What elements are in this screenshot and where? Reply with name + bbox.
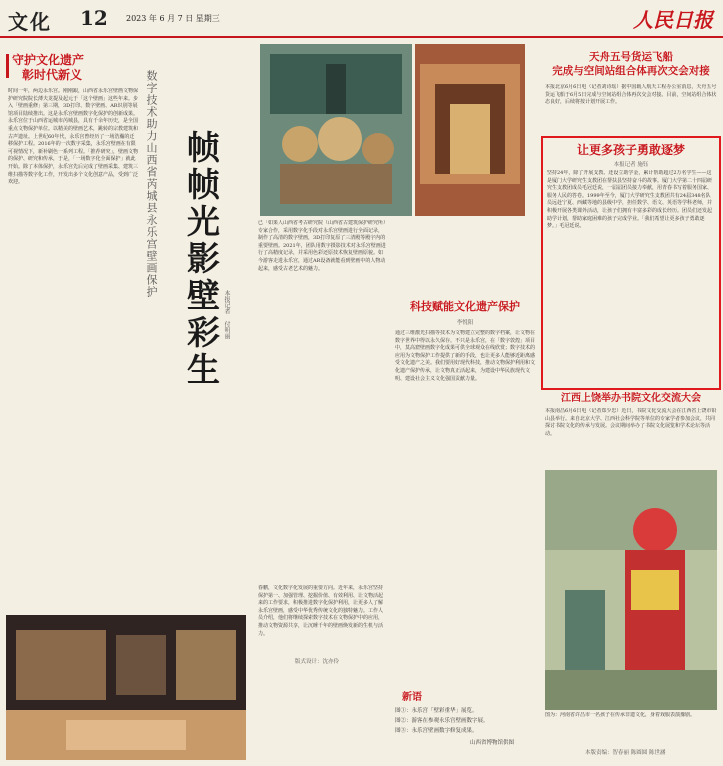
- layout-designer: 版式设计：沈亦伶: [295, 659, 340, 665]
- middle-article-body: 已「如果人山西省考古研究院（山西省古建筑保护研究所）专家合作，采用数字化手段对永乐宫壁画进行全面记录，制作了高清的数字壁画，3D打印复原了三清殿等殿宇内的重要壁画。2021年，团队用数字摄影技术对永乐宫壁画进行了高精度记录，并采用色彩还原技术恢复壁画原貌。如今游客走进永乐宫，通过AR设备就能看到壁画中的人物动起来，感受古老艺术的魅力。: [258, 220, 386, 272]
- feature-byline: 本报记者 付明丽: [223, 290, 230, 339]
- mural-photo: [260, 44, 412, 216]
- title-marker: [6, 54, 9, 78]
- right-top-body: 本报北京6月6日电（记者刘诗瑶）据中国载人航天工程办公室消息，天舟五号货运飞船于6月5日完成与空间站组合体再次交会对接。目前，空间站组合体状态良好，后续将按计划开展工作。: [545, 84, 717, 106]
- left-article-title-1: 守护文化遗产: [12, 53, 85, 67]
- opera-child-photo: [545, 470, 717, 710]
- tech-section-body: 通过三维激光扫描等技术为文物建立完整的数字档案，让文物在数字世界中得以永久保存。不只是永乐宫，在「数字敦煌」项目中，莫高窟壁画数字化成果可供全球观众在线欣赏；数字技术的应用为文物保护工作提供了新的手段，也让更多人能够近距离感受文化遗产之美。我们要用好现代科技，推动文物保护利用和文化遗产保护传承，让文物真正活起来，为建设中华民族现代文明、建设社会主义文化强国贡献力量。: [395, 330, 535, 382]
- caption-2: 图②：游客在参观永乐宫壁画数字展。: [395, 718, 489, 724]
- page-header: [0, 0, 723, 38]
- middle-article-body-2: 春鹏，文化数字化发展的重要方向。近年来，永乐宫坚持保护第一、加强管理、挖掘价值、有效利用、让文物活起来的工作要求，积极推进数字化保护利用，让更多人了解永乐宫壁画，感受中华优秀传统文化的独特魅力。工作人员介绍，他们将继续探索数字技术在文物保护中的应用，推动文物资源共享，让沉睡千年的壁画焕发新的生机与活力。: [258, 585, 384, 637]
- section-name: 文化: [8, 10, 52, 34]
- temple-photo: [415, 44, 525, 216]
- news-section-title: 新语: [402, 692, 422, 703]
- photo-credit: 山西省博物馆供图: [470, 740, 515, 746]
- opera-child-icon: [545, 470, 717, 710]
- mural-painting-icon: [260, 44, 412, 216]
- caption-1: 图①：永乐宫「壁彩重华」展览。: [395, 708, 478, 714]
- right-photo-caption: 图为：河南省许昌市一名孩子在传承非遗文化，身着戏服表演豫剧。: [545, 712, 696, 718]
- museum-gallery-photo: [6, 615, 246, 760]
- caption-3: 图③：永乐宫壁画数字修复成果。: [395, 728, 478, 734]
- boxed-article-title: 让更多孩子勇敢逐梦: [576, 143, 685, 157]
- left-article-title-2: 彰时代新义: [22, 68, 83, 82]
- right-top-title-2: 完成与空间站组合体再次交会对接: [552, 65, 710, 77]
- mural-temple-icon: [415, 44, 525, 216]
- left-article-body: 时间一年，两边永乐宫。刚刚跟，山西省永乐宫壁画文物保护研究院院长薄夫龙提及起元于「这个壁画」这些年来。步入「壁画重修」第三期，3D打印、数字壁画、AR识别等展馆项目陆续推出。这是永乐宫壁画数字化保护的创新成果。永乐宫位于山西省运城市芮城县，具有千余年历史，是全国重点文物保护单位。以精美的壁画艺术，跳转的宗教建筑和古声遗址。上世纪60年代，永乐宫曾经历了一场浩瀚的迁移保护工程。2016年的一次数字采集，永乐宫壁画在有限可视情况下，新补刷色一系列工程。「推荐研究」，壁画文物的保护、研究和传承，于是，「一场数字化全面保护」就此开始。除了本体保护，永乐宫先后完成了壁画采集、建筑三维扫描等数字化工作，开发出多个文化创意产品，受到广泛欢迎。: [8, 88, 138, 186]
- right-bottom-title: 江西上饶举办书院文化交流大会: [561, 393, 701, 404]
- publish-date: 2023 年 6 月 7 日 星期三: [126, 14, 220, 23]
- boxed-article-byline: 本报记者 施钰: [613, 162, 649, 168]
- newspaper-logo: 人民日报: [633, 8, 713, 32]
- page-number: 12: [80, 6, 108, 30]
- museum-gallery-icon: [6, 615, 246, 760]
- right-top-title-1: 天舟五号货运飞船: [589, 51, 673, 63]
- tech-section-title: 科技赋能文化遗产保护: [410, 300, 520, 313]
- page-editor-credit: 本版责编：智春丽 陈圆圆 陈世涵: [585, 750, 666, 756]
- boxed-article-body: 坚持24年，除了开展支教、还设立助学金，累计帮助超过2万名学生——这是厦门大学研究生支教团在帮扶县坚持奋斗的故事。厦门大学第二十四届研究生支教团成员毛冠廷说，一届届团员接力奉献，用青春书写着服务国家、服务人民的答卷。1999年至今，厦门大学研究生支教团共有24届348名队员远赴宁夏、西藏等地的县级中学，担任数学、语文、英语等学科老师，并积极开展各类课外活动，让孩子们拥有丰富多彩的成长经历。团员们还发起助学计划，帮助家庭困难的孩子完成学业。「我们希望让更多孩子勇敢逐梦。」毛冠廷说。: [547, 170, 713, 230]
- right-bottom-body: 本报南昌6月6日电（记者郑少忠）近日，书院文化交流大会在江西省上饶市铅山县举行。来自北京大学、江西社会科学院等单位的专家学者参加会议，共同探讨书院文化的传承与发展。会议期间举办了书院文化展览和学术论坛等活动。: [545, 408, 717, 437]
- feature-subtitle: 数字技术助力山西省芮城县永乐宫壁画保护: [145, 70, 158, 298]
- feature-main-title: 帧帧光影壁彩生: [182, 130, 221, 389]
- tech-author: 李悦阳: [456, 320, 474, 326]
